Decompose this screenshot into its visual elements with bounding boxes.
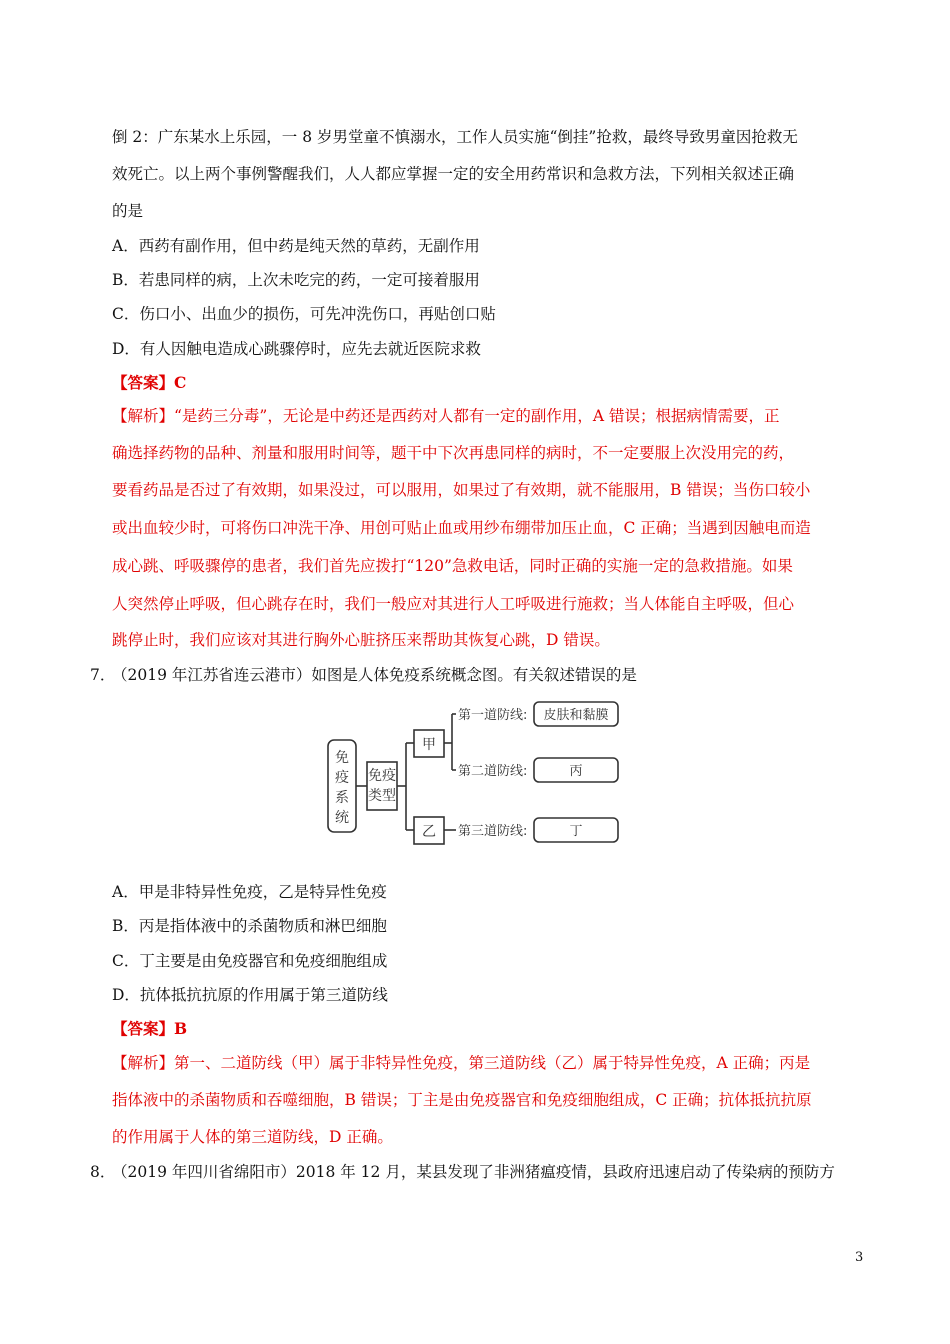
analysis-line: 指体液中的杀菌物质和吞噬细胞，B 错误；丁主是由免疫器官和免疫细胞组成，C 正确；抗体抵抗抗原 xyxy=(112,1091,812,1109)
question-stem: （2019 年江苏省连云港市）如图是人体免疫系统概念图。有关叙述错误的是 xyxy=(112,666,637,684)
option-b: B．若患同样的病，上次未吃完的药，一定可接着服用 xyxy=(112,271,480,289)
type-label-line2: 类型 xyxy=(368,788,396,804)
option-a: A．西药有副作用，但中药是纯天然的草药，无副作用 xyxy=(112,237,480,255)
example-text-line: 效死亡。以上两个事例警醒我们，人人都应掌握一定的安全用药常识和急救方法，下列相关叙述正确 xyxy=(112,165,795,183)
option-b: B．丙是指体液中的杀菌物质和淋巴细胞 xyxy=(112,917,387,935)
answer: 【答案】C xyxy=(112,373,187,392)
option-c: C．丁主要是由免疫器官和免疫细胞组成 xyxy=(112,952,388,970)
page-number: 3 xyxy=(855,1250,864,1265)
analysis-line: 成心跳、呼吸骤停的患者，我们首先应拨打“120”急救电话，同时正确的实施一定的急救措施。如果 xyxy=(112,557,793,575)
answer: 【答案】B xyxy=(112,1019,188,1038)
option-a: A．甲是非特异性免疫，乙是特异性免疫 xyxy=(112,883,387,901)
root-char: 疫 xyxy=(335,770,349,786)
line3-label: 第三道防线: xyxy=(458,824,528,839)
immune-system-concept-diagram xyxy=(322,700,632,845)
question-number: 8． xyxy=(90,1163,116,1181)
analysis-line: 或出血较少时，可将伤口冲洗干净、用创可贴止血或用纱布绷带加压止血，C 正确；当遇到因触电而造 xyxy=(112,519,811,537)
option-c: C．伤口小、出血少的损伤，可先冲洗伤口，再贴创口贴 xyxy=(112,305,496,323)
root-char: 免 xyxy=(335,750,349,766)
question-number: 7． xyxy=(90,666,116,684)
root-char: 系 xyxy=(335,790,349,806)
analysis-line: 要看药品是否过了有效期，如果没过，可以服用，如果过了有效期，就不能服用，B 错误；当伤口较小 xyxy=(112,481,811,499)
analysis-line: 的作用属于人体的第三道防线，D 正确。 xyxy=(112,1128,393,1146)
line1-label: 第一道防线: xyxy=(458,708,528,723)
line3-box-text: 丁 xyxy=(569,824,583,839)
question-stem: （2019 年四川省绵阳市）2018 年 12 月，某县发现了非洲猪瘟疫情，县政府迅速启动了传染病的预防方 xyxy=(112,1163,835,1181)
example-text-line: 的是 xyxy=(112,202,144,220)
analysis-line: 【解析】“是药三分毒”，无论是中药还是西药对人都有一定的副作用，A 错误；根据病情需要，正 xyxy=(112,407,780,425)
root-char: 统 xyxy=(335,810,349,826)
example-text-line: 倒 2：广东某水上乐园，一 8 岁男堂童不慎溺水，工作人员实施“倒挂”抢救，最终导致男童因抢救无 xyxy=(112,128,798,146)
analysis-line: 人突然停止呼吸，但心跳存在时，我们一般应对其进行人工呼吸进行施救；当人体能自主呼吸，但心 xyxy=(112,595,795,613)
option-d: D．有人因触电造成心跳骤停时，应先去就近医院求救 xyxy=(112,340,481,358)
option-d: D．抗体抵抗抗原的作用属于第三道防线 xyxy=(112,986,388,1004)
analysis-line: 【解析】第一、二道防线（甲）属于非特异性免疫，第三道防线（乙）属于特异性免疫，A 正确；丙是 xyxy=(112,1054,811,1072)
line1-box-text: 皮肤和黏膜 xyxy=(543,708,609,723)
line2-label: 第二道防线: xyxy=(458,764,528,779)
yi-label: 乙 xyxy=(422,824,436,840)
type-label-line1: 免疫 xyxy=(368,768,396,784)
analysis-line: 确选择药物的品种、剂量和服用时间等，题干中下次再患同样的病时，不一定要服上次没用完的药， xyxy=(112,444,795,462)
line2-box-text: 丙 xyxy=(569,764,583,779)
jia-label: 甲 xyxy=(422,737,436,753)
analysis-line: 跳停止时，我们应该对其进行胸外心脏挤压来帮助其恢复心跳，D 错误。 xyxy=(112,631,610,649)
